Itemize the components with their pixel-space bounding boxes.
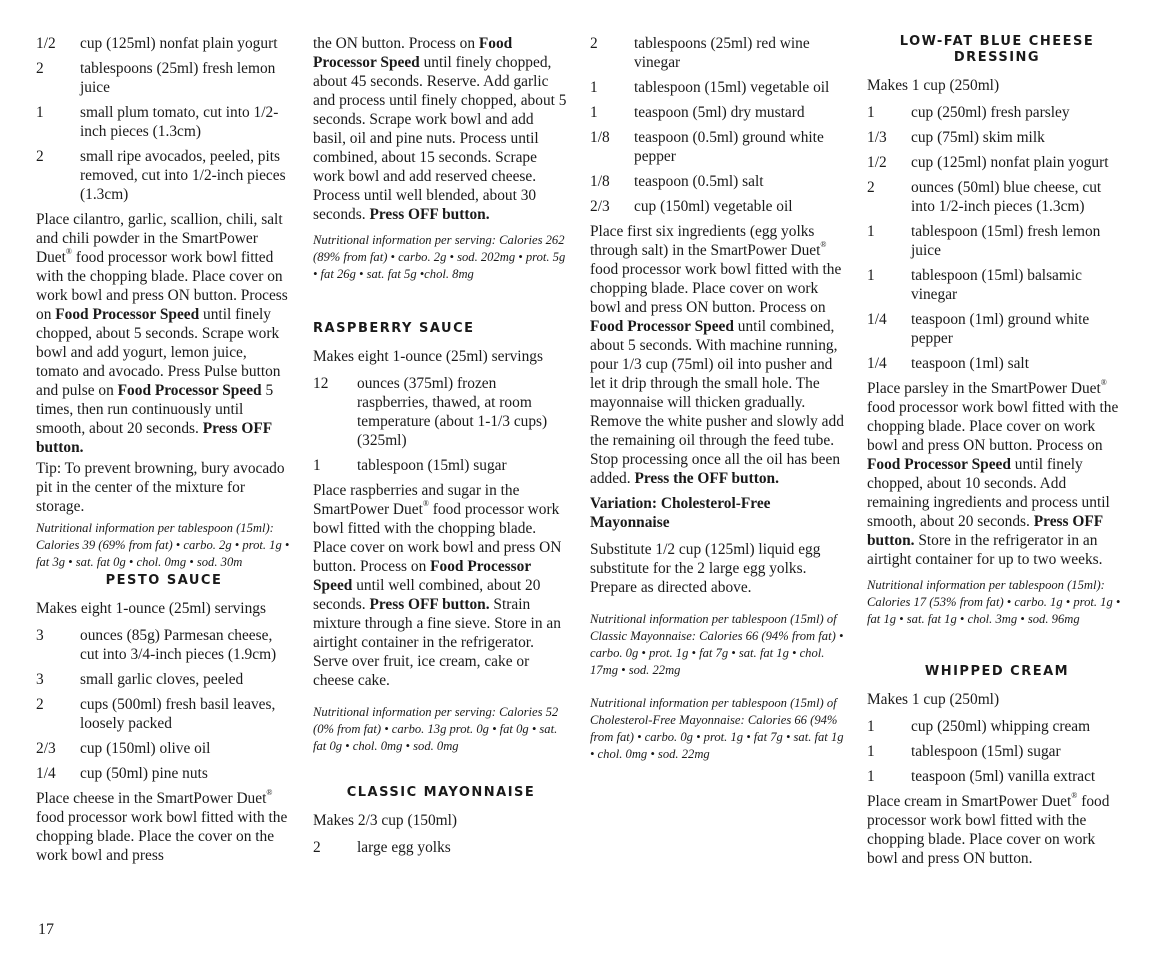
ingredient-item: 1/4 cup (50ml) pine nuts (36, 765, 208, 782)
ingredient-item: 2/3 cup (150ml) olive oil (36, 740, 211, 757)
nutrition-info: Nutritional information per serving: Calories 52 (0% from fat) • carbo. 13g prot. 0g • fat 0g • sat. fat 0g • chol. 0mg • sod. 0mg (313, 705, 559, 753)
variation-text: Substitute 1/2 cup (125ml) liquid egg substitute for the 2 large egg yolks. Prepare as directed above. (590, 541, 821, 596)
instructions: Place cilantro, garlic, scallion, chili, salt and chili powder in the SmartPower Duet® food processor work bowl fitted with the chopping blade. Place cover on work bowl and press ON button. Process on Food Processor Speed until finely chopped, about 5 seconds. Scrape work bowl and add yogurt, lemon juice, tomato and avocado. Press Pulse button and pulse on Food Processor Speed 5 times, then run continuously until smooth, about 20 seconds. Press OFF button. (36, 211, 288, 456)
ingredient-item: 1/2 cup (125ml) nonfat plain yogurt (36, 35, 278, 52)
ingredient-item: 1/3 cup (75ml) skim milk (867, 129, 1045, 146)
ingredient-item: 1 tablespoon (15ml) fresh lemon juice (867, 223, 1101, 259)
ingredient-item: 3 ounces (85g) Parmesan cheese, cut into 3/4-inch pieces (1.9cm) (36, 627, 277, 663)
yield-text: Makes 1 cup (250ml) (867, 691, 1000, 708)
ingredient-item: 2 tablespoons (25ml) fresh lemon juice (36, 60, 276, 96)
nutrition-info: Nutritional information per tablespoon (15ml): Calories 39 (69% from fat) • carbo. 2g • prot. 1g • fat 3g • sat. fat 0g • chol. 0mg • sod. 30m (36, 521, 290, 569)
ingredient-item: 2 small ripe avocados, peeled, pits removed, cut into 1/2-inch pieces (1.3cm) (36, 148, 286, 203)
yield-text: Makes 2/3 cup (150ml) (313, 812, 458, 829)
ingredient-item: 1/8 teaspoon (0.5ml) salt (590, 173, 764, 190)
instructions: Place cheese in the SmartPower Duet® food processor work bowl fitted with the chopping blade. Place the cover on the work bowl and press (36, 788, 288, 864)
recipe-title-whipped-cream: WHIPPED CREAM (924, 664, 1070, 679)
instructions: Place first six ingredients (egg yolks through salt) in the SmartPower Duet® food processor work bowl fitted with the chopping blade. Place cover on work bowl and press ON button. Process on Food Processor Speed until combined, about 5 seconds. With machine running, pour 1/3 cup (75ml) oil into pusher and let it drip through the small hole. The mayonnaise will thicken gradually. Remove the white pusher and slowly add the remaining oil through the feed tube. Stop processing once all the oil has been added. Press the OFF button. (590, 223, 844, 487)
ingredient-item: 2/3 cup (150ml) vegetable oil (590, 198, 793, 215)
ingredient-list (36, 626, 292, 783)
tip-text: Tip: To prevent browning, bury avocado pit in the center of the mixture for storage. (36, 460, 285, 515)
yield-text: Makes eight 1-ounce (25ml) servings (313, 348, 543, 365)
nutrition-info: Nutritional information per tablespoon (15ml) of Classic Mayonnaise: Calories 66 (94% from fat) • carbo. 0g • prot. 1g • fat 7g • sat. fat 1g • chol. 17mg • sod. 22mg (590, 612, 844, 677)
ingredient-item: 12 ounces (375ml) frozen raspberries, thawed, at room temperature (about 1-1/3 cups) (325ml) (313, 375, 548, 449)
column-2 (313, 34, 569, 863)
instructions: Place parsley in the SmartPower Duet® food processor work bowl fitted with the chopping blade. Place cover on work bowl and press ON button. Process on Food Processor Speed until finely chopped, about 10 seconds. Add remaining ingredients and process until smooth, about 20 seconds. Press OFF button. Store in the refrigerator in an airtight container for up to two weeks. (867, 378, 1119, 568)
column-4 (867, 34, 1127, 870)
ingredient-item: 3 small garlic cloves, peeled (36, 671, 244, 688)
ingredient-item: 1 tablespoon (15ml) sugar (313, 457, 507, 474)
instructions: Place raspberries and sugar in the SmartPower Duet® food processor work bowl fitted with the chopping blade. Place cover on work bowl and press ON button. Process on Food Processor Speed until well combined, about 20 seconds. Press OFF button. Strain mixture through a fine sieve. Store in an airtight container in the refrigerator. Serve over fruit, ice cream, cake or cheese cake. (313, 482, 562, 689)
ingredient-item: 2 large egg yolks (313, 839, 451, 856)
ingredient-item: 1 tablespoon (15ml) sugar (867, 743, 1061, 760)
ingredient-item: 2 cups (500ml) fresh basil leaves, loosely packed (36, 696, 276, 732)
ingredient-list (590, 34, 846, 216)
variation-title: Variation: Cholesterol-Free Mayonnaise (590, 495, 771, 531)
ingredient-item: 2 ounces (50ml) blue cheese, cut into 1/2-inch pieces (1.3cm) (867, 179, 1102, 215)
yield-text: Makes eight 1-ounce (25ml) servings (36, 600, 266, 617)
ingredient-list (867, 103, 1127, 373)
ingredient-item: 1/8 teaspoon (0.5ml) ground white pepper (590, 129, 824, 165)
nutrition-info: Nutritional information per tablespoon (15ml) of Cholesterol-Free Mayonnaise: Calories 66 (94% from fat) • carbo. 0g • prot. 1g • fat 7g • sat. fat 1g • chol. 0mg • sod. 22mg (590, 696, 844, 761)
recipe-title-raspberry: RASPBERRY SAUCE (313, 321, 475, 336)
ingredient-item: 1 tablespoon (15ml) balsamic vinegar (867, 267, 1082, 303)
ingredient-item: 1 small plum tomato, cut into 1/2-inch pieces (1.3cm) (36, 104, 279, 140)
column-1 (36, 34, 292, 867)
recipe-title-blue-cheese: LOW-FAT BLUE CHEESE DRESSING (899, 34, 1095, 65)
ingredient-item: 1 cup (250ml) whipping cream (867, 718, 1091, 735)
ingredient-item: 1 cup (250ml) fresh parsley (867, 104, 1070, 121)
page-number: 17 (38, 921, 54, 938)
ingredient-item: 1/4 teaspoon (1ml) salt (867, 355, 1029, 372)
nutrition-info: Nutritional information per tablespoon (15ml): Calories 17 (53% from fat) • carbo. 1g • prot. 1g • fat 1g • sat. fat 1g • chol. 3mg • sod. 96mg (867, 578, 1121, 626)
registered-mark: ® (65, 247, 72, 256)
ingredient-list (36, 34, 292, 204)
ingredient-item: 1/4 teaspoon (1ml) ground white pepper (867, 311, 1090, 347)
recipe-title-pesto: PESTO SAUCE (105, 573, 223, 588)
ingredient-list (313, 374, 569, 475)
ingredient-item: 1/2 cup (125ml) nonfat plain yogurt (867, 154, 1109, 171)
ingredient-item: 2 tablespoons (25ml) red wine vinegar (590, 35, 810, 71)
instructions: Place cream in SmartPower Duet® food processor work bowl fitted with the chopping blade. Place cover on work bowl and press ON button. (867, 791, 1110, 867)
ingredient-item: 1 teaspoon (5ml) dry mustard (590, 104, 805, 121)
column-3 (590, 34, 846, 763)
recipe-title-mayonnaise: CLASSIC MAYONNAISE (346, 785, 536, 800)
nutrition-info: Nutritional information per serving: Calories 262 (89% from fat) • carbo. 2g • sod. 202mg • prot. 5g • fat 26g • sat. fat 5g •chol. 8mg (313, 233, 566, 281)
ingredient-item: 1 tablespoon (15ml) vegetable oil (590, 79, 830, 96)
yield-text: Makes 1 cup (250ml) (867, 77, 1000, 94)
ingredient-list (867, 717, 1127, 786)
ingredient-item: 1 teaspoon (5ml) vanilla extract (867, 768, 1096, 785)
instructions: the ON button. Process on Food Processor Speed until finely chopped, about 45 seconds. Reserve. Add garlic and process until finely chopped, about 5 seconds. Scrape work bowl and add basil, oil and pine nuts. Process until combined, about 15 seconds. Scrape work bowl and add reserved cheese. Process until well blended, about 30 seconds. Press OFF button. (313, 35, 567, 223)
